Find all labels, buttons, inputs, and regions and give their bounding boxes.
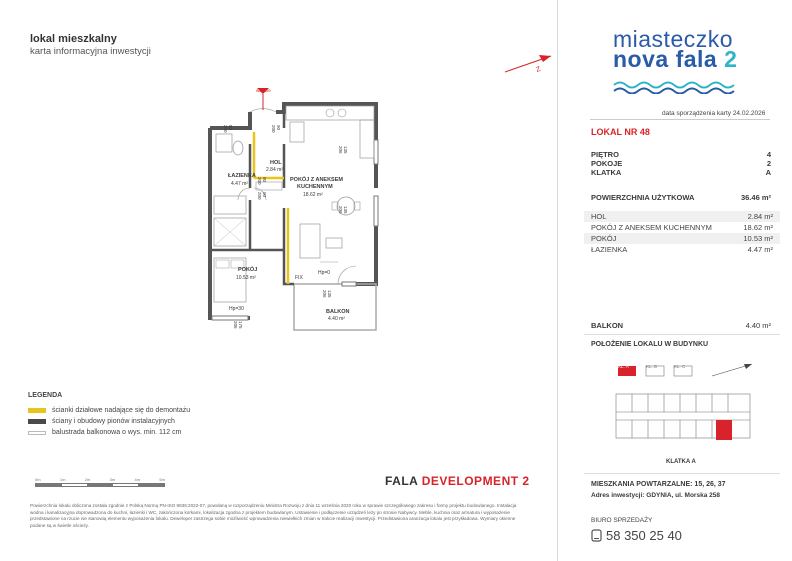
stair-b-tag: KL. B <box>646 364 658 369</box>
entrance-label: wejście <box>256 88 271 93</box>
legend-swatch-light <box>28 431 46 435</box>
door-dim-3: 90 200 <box>257 192 267 200</box>
document-subtitle: karta informacyjna inwestycji <box>30 46 151 57</box>
balcony-plan-label: BALKON <box>326 309 350 315</box>
table-row: POKÓJ 10.53 m² <box>584 233 780 244</box>
bath-area: 4.47 m² <box>231 181 248 187</box>
usable-area-row: POWIERZCHNIA UŻYTKOWA 36.46 m² <box>591 193 771 202</box>
table-row: HOL 2.84 m² <box>584 211 780 222</box>
svg-text:Z: Z <box>535 65 542 74</box>
window-dim-2: 135 206 <box>338 206 348 214</box>
living-label-2: KUCHENNYM <box>297 184 333 190</box>
key-plan-caption: KLATKA A <box>666 459 696 465</box>
repeated-units: MIESZKANIA POWTARZALNE: 15, 26, 37 <box>591 481 726 488</box>
card-date: data sporządzenia karty 24.02.2026 <box>662 110 766 117</box>
room-area-table <box>584 211 780 255</box>
table-row: ŁAZIENKA 4.47 m² <box>591 245 773 254</box>
stair-a-tag: KL. A <box>618 364 629 369</box>
legend-item-walls: ściany i obudowy pionów instalacyjnych <box>28 418 175 425</box>
room-label: POKÓJ <box>238 267 258 273</box>
fix-label: FIX <box>295 275 303 281</box>
investment-address: Adres inwestycji: GDYNIA, ul. Morska 258 <box>591 492 720 499</box>
date-divider <box>590 119 770 120</box>
building-key-plan <box>612 356 762 451</box>
legend-swatch-dark <box>28 419 46 424</box>
living-area: 18.62 m² <box>303 192 323 198</box>
rooms-row: POKOJE 2 <box>591 159 771 168</box>
hp2-label: Hp=30 <box>229 306 244 312</box>
floor-row: PIĘTRO 4 <box>591 150 771 159</box>
disclaimer-text: Powierzchnia lokalu obliczona została zgodnie z Polską Normą PN-ISO 9836:2022-07, powołaną w rozporządzeniu Ministra Rozwoju z dnia 11 września 2020 roku w sprawie szczegółowego zakresu i formy projektu budowlanego. Instalacja wodna i kanalizacyjna doprowadzona do kuchni, łazienki i WC, zakończona korkami, lokalizacja zgodna z projektem budowlanym. Ustawienie i podłączenie urządzeń leży po stronie Nabywcy. Meble, kuchnia oraz armatura i wyposażenie przedstawione na rzucie nie stanowią elementu wyposażenia lokalu. Deweloper zastrzega sobie możliwość wprowadzenia niewielkich zmian w trakcie realizacji inwestycji. Przedstawiona aranżacja lokalu jest przykładowa. Wymiary okienne podane są w świetle ościeży. <box>30 503 517 528</box>
room-area: 10.53 m² <box>236 275 256 281</box>
window-dim-1: 135 206 <box>338 146 348 154</box>
door-dim-1: 90 200 <box>271 125 281 133</box>
scale-bar: 0m 1m 2m 3m 4m 5m <box>35 477 165 491</box>
brand-name-line1: miasteczko <box>613 26 734 52</box>
stair-row: KLATKA A <box>591 168 771 177</box>
panel-divider <box>557 0 558 561</box>
document-title: lokal mieszkalny <box>30 33 117 45</box>
location-title: POŁOŻENIE LOKALU W BUDYNKU <box>591 341 709 348</box>
legend-item-railing: balustrada balkonowa o wys. min. 112 cm <box>28 429 181 436</box>
stair-c-tag: KL. C <box>674 364 686 369</box>
developer-logo: FALA DEVELOPMENT 2 <box>385 474 530 488</box>
balcony-window-dim: 135 206 <box>322 290 332 298</box>
sales-office-label: BIURO SPRZEDAŻY <box>591 517 653 524</box>
brand-name-line2: nova fala 2 <box>613 46 738 72</box>
balcony-plan-area: 4.40 m² <box>328 316 345 322</box>
unit-title: LOKAL NR 48 <box>591 127 650 137</box>
north-arrow-icon <box>503 50 555 76</box>
sales-phone[interactable]: 58 350 25 40 <box>606 528 682 543</box>
legend-item-demountable: ścianki działowe nadające się do demontażu <box>28 407 190 414</box>
fix-window-dim: 175 206 <box>233 321 243 329</box>
section-divider <box>584 473 780 474</box>
wave-logo-icon <box>612 80 742 94</box>
legend-title: LEGENDA <box>28 392 63 399</box>
balcony-row: BALKON 4.40 m² <box>591 321 771 330</box>
door-dim-2: 80 200 <box>257 177 267 185</box>
living-label-1: POKÓJ Z ANEKSEM <box>290 177 343 183</box>
legend-swatch-yellow <box>28 408 46 413</box>
hol-area: 2.84 m² <box>266 167 283 173</box>
section-divider <box>584 334 780 335</box>
door-dim-4: 80 200 <box>223 125 233 133</box>
phone-icon <box>591 529 602 542</box>
hol-label: HOL <box>270 160 282 166</box>
table-row: POKÓJ Z ANEKSEM KUCHENNYM 18.62 m² <box>591 223 773 232</box>
bath-label: ŁAZIENKA <box>228 173 256 179</box>
hp-label: Hp=0 <box>318 270 331 276</box>
